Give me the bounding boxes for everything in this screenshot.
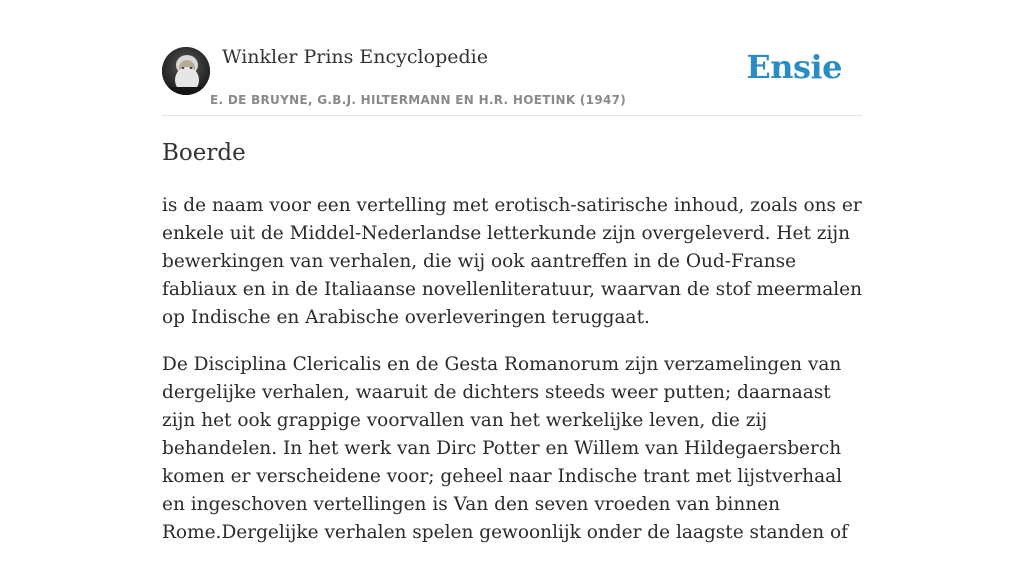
ensie-logo-link[interactable]: Ensie bbox=[746, 48, 842, 86]
page-container bbox=[162, 0, 863, 543]
entry-body bbox=[162, 192, 864, 566]
entry-paragraph-1: is de naam voor een vertelling met erotisch-satirische inhoud, zoals ons er enkele uit de Middel-Nederlandse letterkunde zijn overgeleverd. Het zijn bewerkingen van verhalen, die wij ook aantreffen in de Oud-Franse fabliaux en in de Italiaanse novellenliteratuur, waarvan de stof meermalen op Indische en Arabische overleveringen teruggaat. bbox=[162, 195, 863, 328]
portrait-icon bbox=[162, 47, 210, 95]
authors-line: E. DE BRUYNE, G.B.J. HILTERMANN EN H.R. HOETINK (1947) bbox=[210, 93, 627, 107]
entry-paragraph-2: De Disciplina Clericalis en de Gesta Romanorum zijn verzamelingen van dergelijke verhalen, waaruit de dichters steeds weer putten; daarnaast zijn het ook grappige voorvallen van het werkelijke leven, die zij behandelen. In het werk van Dirc Potter en Willem van Hildegaersberch komen er verscheidene voor; geheel naar Indische trant met lijstverhaal en ingeschoven vertellingen is Van den seven vroeden van binnen Rome.Dergelijke verhalen spelen gewoonlijk onder de laagste standen of bbox=[162, 354, 848, 543]
author-avatar[interactable] bbox=[162, 47, 210, 95]
entry-title: Boerde bbox=[162, 140, 246, 166]
site-title[interactable]: Winkler Prins Encyclopedie bbox=[222, 46, 488, 68]
header bbox=[162, 0, 862, 116]
